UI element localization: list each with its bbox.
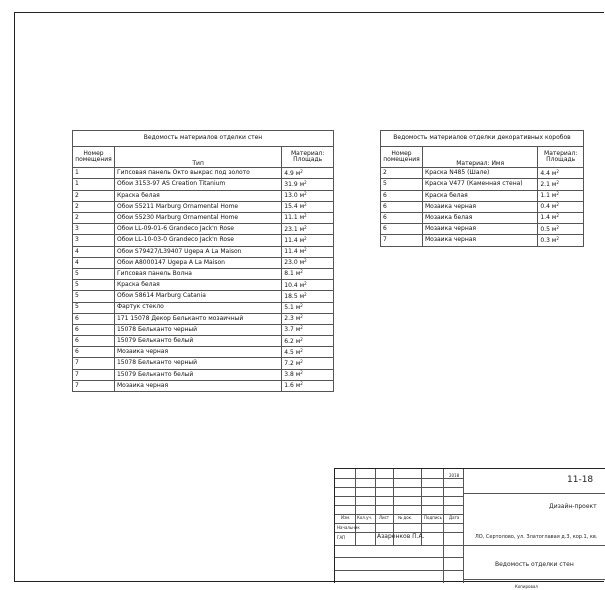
area-unit-exponent: 2 — [304, 291, 307, 297]
table-row — [73, 190, 334, 201]
room-number-cell: 6 — [73, 336, 115, 347]
area-unit-exponent: 2 — [300, 347, 303, 353]
room-number-cell: 6 — [381, 224, 423, 235]
area-unit-exponent: 2 — [300, 336, 303, 342]
box-finish-schedule — [380, 130, 584, 247]
table-row — [73, 224, 334, 235]
area-value: 23.0 м — [284, 259, 305, 267]
stamp-col-date: Дата — [449, 515, 460, 520]
material-name-cell: Краска V477 (Каменная стена) — [422, 179, 537, 190]
material-name-cell: Краска N485 (Шале) — [422, 168, 537, 179]
table-row — [73, 358, 334, 369]
area-unit-exponent: 2 — [556, 213, 559, 219]
stamp-col-sign: Подпись — [424, 515, 442, 520]
area-cell — [538, 213, 584, 224]
material-name-cell: Мозаика черная — [422, 201, 537, 212]
stamp-col-list: Лист — [379, 515, 390, 520]
area-cell — [538, 190, 584, 201]
header-type: Тип — [114, 147, 281, 168]
room-number-cell: 2 — [73, 213, 115, 224]
area-cell — [282, 369, 334, 380]
header-area-line2: Площадь — [546, 156, 576, 164]
area-unit-exponent: 2 — [304, 191, 307, 197]
material-name-cell: Обои 3153-97 AS Creation Titanium — [114, 179, 281, 190]
room-number-cell: 5 — [73, 280, 115, 291]
stamp-sheet-title: Ведомость отделки стен — [495, 561, 574, 568]
material-name-cell: Обои 55211 Marburg Ornamental Home — [114, 201, 281, 212]
area-cell — [282, 336, 334, 347]
room-number-cell: 7 — [73, 380, 115, 391]
material-name-cell: Обои LL-10-03-0 Grandeco Jack'n Rose — [114, 235, 281, 246]
material-name-cell: 15079 Бельканто белый — [114, 369, 281, 380]
area-value: 6.2 м — [284, 337, 301, 345]
area-value: 15.4 м — [284, 203, 305, 211]
area-cell — [282, 190, 334, 201]
area-cell — [282, 358, 334, 369]
room-number-cell: 5 — [381, 179, 423, 190]
area-unit-exponent: 2 — [300, 269, 303, 275]
area-value: 4.9 м — [284, 169, 301, 177]
room-number-cell: 4 — [73, 257, 115, 268]
stamp-author: Азаренков П.А. — [377, 533, 425, 540]
table-row — [73, 291, 334, 302]
area-value: 4.4 м — [540, 169, 557, 177]
header-room-line2: помещения — [383, 156, 420, 164]
area-unit-exponent: 2 — [304, 235, 307, 241]
table-row — [73, 246, 334, 257]
material-name-cell: 171 15078 Декор Бельканто мозаичный — [114, 313, 281, 324]
box-schedule-header — [381, 147, 584, 168]
area-unit-exponent: 2 — [304, 258, 307, 264]
area-value: 18.5 м — [284, 292, 305, 300]
room-number-cell: 2 — [73, 201, 115, 212]
area-value: 3.7 м — [284, 326, 301, 334]
stamp-col-izm: Изм. — [341, 515, 351, 520]
area-cell — [538, 235, 584, 246]
material-name-cell: Мозаика черная — [114, 380, 281, 391]
table-row — [73, 380, 334, 391]
table-row — [381, 224, 584, 235]
table-row — [73, 313, 334, 324]
header-area-line1: Материал: — [544, 150, 578, 157]
table-row — [73, 324, 334, 335]
box-schedule-title: Ведомость материалов отделки декоративных коробов — [380, 130, 584, 146]
header-material-name: Материал: Имя — [422, 147, 537, 168]
room-number-cell: 6 — [381, 213, 423, 224]
area-cell — [282, 213, 334, 224]
room-number-cell: 6 — [381, 201, 423, 212]
area-value: 5.1 м — [284, 303, 301, 311]
material-name-cell: 15078 Бельканто черный — [114, 324, 281, 335]
area-value: 23.1 м — [284, 225, 305, 233]
room-number-cell: 7 — [381, 235, 423, 246]
area-cell — [282, 324, 334, 335]
table-row — [73, 235, 334, 246]
room-number-cell: 7 — [73, 369, 115, 380]
stamp-role-1: Начальник — [337, 525, 360, 530]
area-cell — [282, 246, 334, 257]
material-name-cell: Мозаика белая — [422, 213, 537, 224]
area-cell — [282, 313, 334, 324]
material-name-cell: Мозаика черная — [114, 347, 281, 358]
area-cell — [282, 168, 334, 179]
area-unit-exponent: 2 — [556, 224, 559, 230]
header-area — [538, 147, 584, 168]
table-row — [73, 268, 334, 279]
table-row — [73, 280, 334, 291]
header-area — [282, 147, 334, 168]
area-cell — [282, 235, 334, 246]
area-value: 1.4 м — [540, 214, 557, 222]
table-row — [381, 235, 584, 246]
table-row — [73, 302, 334, 313]
area-cell — [282, 302, 334, 313]
stamp-role-2: ГАП — [337, 535, 346, 540]
area-value: 0.5 м — [540, 225, 557, 233]
area-unit-exponent: 2 — [304, 224, 307, 230]
room-number-cell: 5 — [73, 302, 115, 313]
table-row — [73, 369, 334, 380]
table-row — [381, 190, 584, 201]
area-value: 0.3 м — [540, 236, 557, 244]
room-number-cell: 4 — [73, 246, 115, 257]
area-cell — [538, 201, 584, 212]
header-room-line2: помещения — [75, 156, 112, 164]
area-unit-exponent: 2 — [304, 202, 307, 208]
wall-schedule-title: Ведомость материалов отделки стен — [72, 130, 334, 146]
area-value: 3.8 м — [284, 371, 301, 379]
area-cell — [282, 268, 334, 279]
area-value: 0.4 м — [540, 203, 557, 211]
area-value: 2.1 м — [540, 180, 557, 188]
stamp-col-kol: Кол.уч. — [357, 515, 373, 520]
material-name-cell: Обои A8000147 Ugepa A La Maison — [114, 257, 281, 268]
header-room — [73, 147, 115, 168]
area-value: 8.1 м — [284, 270, 301, 278]
room-number-cell: 6 — [73, 313, 115, 324]
header-area-line1: Материал: — [291, 150, 325, 157]
area-cell — [538, 179, 584, 190]
table-row — [381, 168, 584, 179]
room-number-cell: 7 — [73, 358, 115, 369]
area-value: 13.0 м — [284, 192, 305, 200]
area-unit-exponent: 2 — [300, 325, 303, 331]
area-cell — [538, 224, 584, 235]
area-value: 10.4 м — [284, 281, 305, 289]
table-row — [381, 201, 584, 212]
room-number-cell: 6 — [381, 190, 423, 201]
stamp-copied: Копировал — [515, 584, 538, 589]
material-name-cell: Фартук стекло — [114, 302, 281, 313]
room-number-cell: 5 — [73, 291, 115, 302]
table-row — [381, 179, 584, 190]
material-name-cell: 15078 Бельканто черный — [114, 358, 281, 369]
area-cell — [282, 380, 334, 391]
area-value: 1.6 м — [284, 382, 301, 390]
header-room-line1: Номер — [391, 150, 412, 157]
area-unit-exponent: 2 — [304, 280, 307, 286]
area-unit-exponent: 2 — [300, 314, 303, 320]
stamp-code: 11-18 — [567, 475, 594, 485]
area-cell — [282, 280, 334, 291]
material-name-cell: 15079 Бельканто белый — [114, 336, 281, 347]
header-room — [381, 147, 423, 168]
material-name-cell: Обои S79427/L39407 Ugepa A La Maison — [114, 246, 281, 257]
material-name-cell: Обои 58614 Marburg Catania — [114, 291, 281, 302]
material-name-cell: Краска белая — [114, 280, 281, 291]
area-unit-exponent: 2 — [556, 179, 559, 185]
material-name-cell: Гипсовая панель Окто выкрас под золото — [114, 168, 281, 179]
area-value: 11.4 м — [284, 236, 305, 244]
room-number-cell: 2 — [381, 168, 423, 179]
stamp-project: Дизайн-проект — [549, 503, 597, 510]
area-unit-exponent: 2 — [300, 370, 303, 376]
area-value: 2.3 м — [284, 315, 301, 323]
table-row — [73, 336, 334, 347]
room-number-cell: 6 — [73, 324, 115, 335]
area-cell — [282, 179, 334, 190]
area-value: 4.5 м — [284, 348, 301, 356]
area-value: 7.2 м — [284, 359, 301, 367]
header-area-line2: Площадь — [293, 156, 323, 164]
table-row — [73, 347, 334, 358]
room-number-cell: 3 — [73, 235, 115, 246]
area-unit-exponent: 2 — [300, 168, 303, 174]
title-block — [334, 468, 605, 589]
table-row — [73, 201, 334, 212]
table-row — [73, 168, 334, 179]
area-unit-exponent: 2 — [304, 213, 307, 219]
area-cell — [282, 201, 334, 212]
room-number-cell: 6 — [73, 347, 115, 358]
area-cell — [282, 291, 334, 302]
wall-finish-schedule — [72, 130, 334, 392]
stamp-col-doc: № док. — [398, 515, 413, 520]
material-name-cell: Мозаика черная — [422, 235, 537, 246]
table-row — [73, 179, 334, 190]
area-value: 1.1 м — [540, 192, 557, 200]
area-unit-exponent: 2 — [304, 179, 307, 185]
area-unit-exponent: 2 — [304, 247, 307, 253]
stamp-year: 2018 — [449, 473, 460, 478]
area-unit-exponent: 2 — [300, 302, 303, 308]
material-name-cell: Гипсовая панель Волна — [114, 268, 281, 279]
material-name-cell: Мозаика черная — [422, 224, 537, 235]
area-unit-exponent: 2 — [556, 191, 559, 197]
material-name-cell: Краска белая — [114, 190, 281, 201]
area-value: 31.9 м — [284, 180, 305, 188]
material-name-cell: Обои LL-09-01-6 Grandeco Jack'n Rose — [114, 224, 281, 235]
wall-schedule-header — [73, 147, 334, 168]
material-name-cell: Обои 55230 Marburg Ornamental Home — [114, 213, 281, 224]
room-number-cell: 5 — [73, 268, 115, 279]
area-unit-exponent: 2 — [556, 168, 559, 174]
area-cell — [282, 224, 334, 235]
area-cell — [282, 257, 334, 268]
room-number-cell: 3 — [73, 224, 115, 235]
area-value: 11.4 м — [284, 248, 305, 256]
stamp-address: ЛО, Сертолово, ул. Златоглавая д.3, кор.1, кв. — [475, 534, 598, 540]
area-unit-exponent: 2 — [300, 381, 303, 387]
area-unit-exponent: 2 — [300, 358, 303, 364]
table-row — [381, 213, 584, 224]
area-cell — [538, 168, 584, 179]
header-room-line1: Номер — [83, 150, 104, 157]
area-value: 11.1 м — [284, 214, 305, 222]
material-name-cell: Краска белая — [422, 190, 537, 201]
room-number-cell: 1 — [73, 168, 115, 179]
room-number-cell: 2 — [73, 190, 115, 201]
area-unit-exponent: 2 — [556, 235, 559, 241]
room-number-cell: 1 — [73, 179, 115, 190]
area-unit-exponent: 2 — [556, 202, 559, 208]
table-row — [73, 213, 334, 224]
area-cell — [282, 347, 334, 358]
table-row — [73, 257, 334, 268]
